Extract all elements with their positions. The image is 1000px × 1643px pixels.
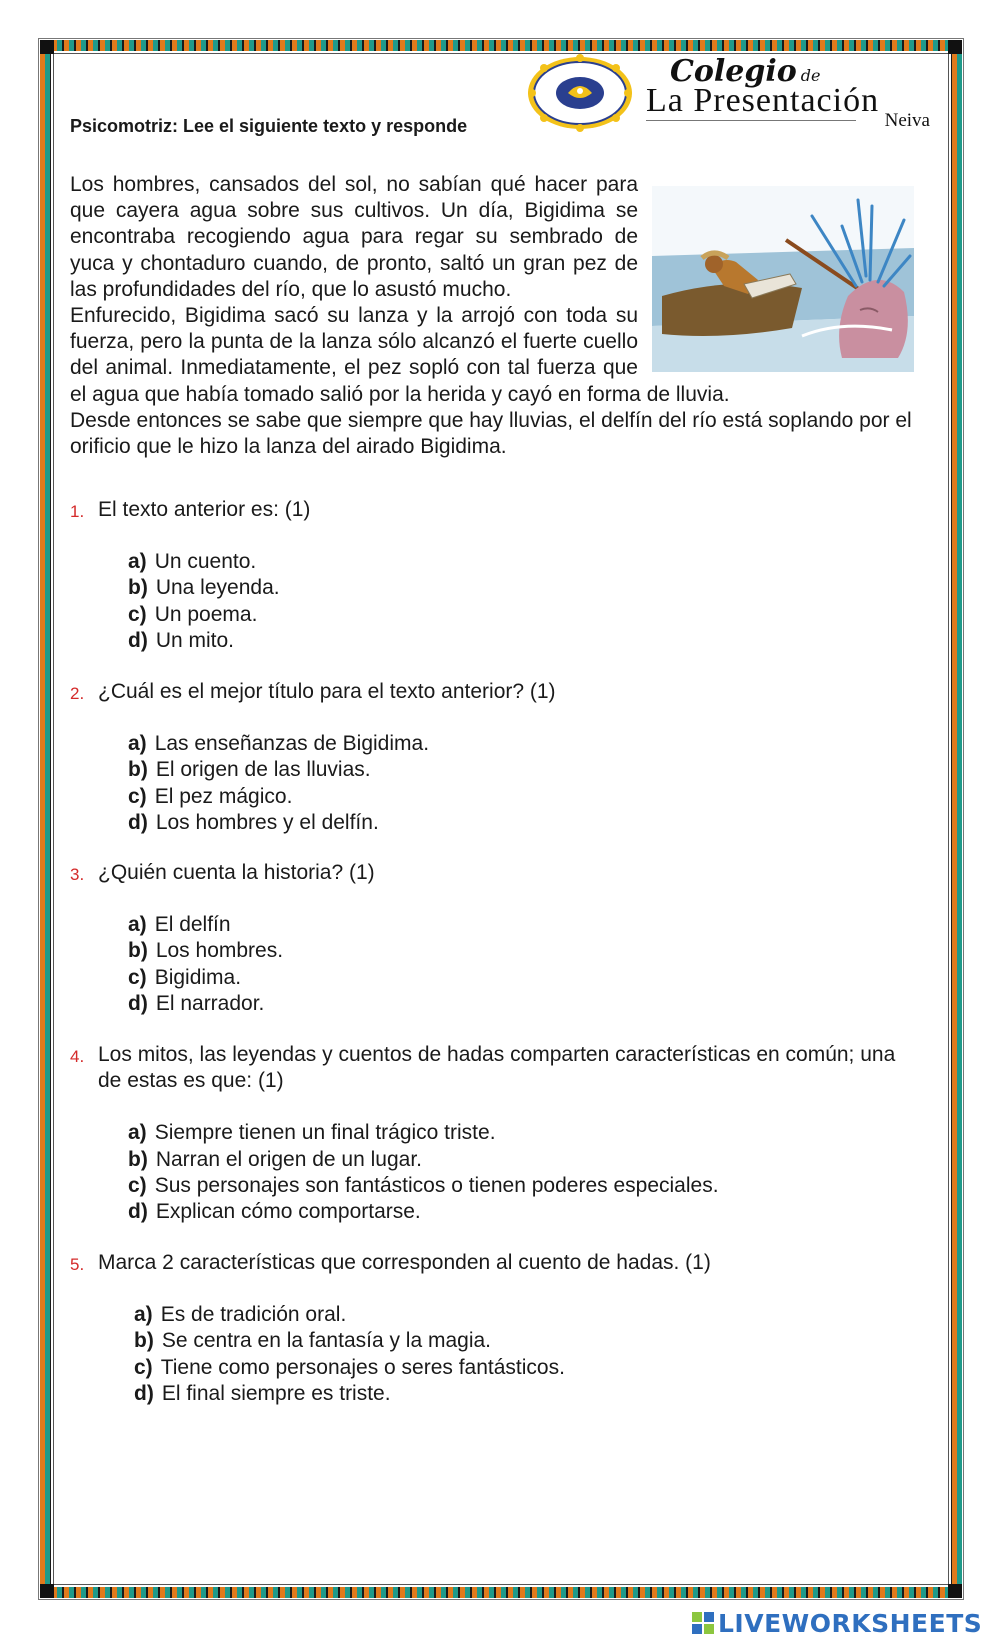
- answer-option[interactable]: a) Siempre tienen un final trágico triste.: [128, 1121, 496, 1145]
- answer-options: [128, 731, 920, 836]
- liveworksheets-wordmark: LIVEWORKSHEETS: [718, 1608, 983, 1638]
- answer-option[interactable]: c) Sus personajes son fantásticos o tienen poderes especiales.: [128, 1173, 719, 1197]
- school-brand: [646, 54, 934, 130]
- answer-option[interactable]: b) Narran el origen de un lugar.: [128, 1147, 422, 1171]
- question-5: [70, 1250, 920, 1407]
- answer-option[interactable]: d) Explican cómo comportarse.: [128, 1200, 421, 1224]
- brand-name: La Presentación: [646, 82, 880, 119]
- question-4: [70, 1042, 920, 1225]
- question-prompt: [70, 1250, 920, 1276]
- question-3: [70, 860, 920, 1017]
- dolphin-legend-illustration: [652, 186, 914, 372]
- story-paragraph-3: Desde entonces se sabe que siempre que hay lluvias, el delfín del río está soplando por el orificio que le hizo la lanza del airado Bigidima.: [70, 408, 912, 459]
- question-number: 4.: [70, 1047, 85, 1066]
- answer-options: [128, 1120, 920, 1225]
- story-paragraph-2: Enfurecido, Bigidima sacó su lanza y la arrojó con toda su fuerza, pero la punta de la lanza sólo alcanzó el fuerte cuello del animal. Inmediatamente, el pez sopló con tal fuerza que el agua que había tomado salió por la herida y cayó en forma de lluvia.: [70, 304, 730, 406]
- answer-option[interactable]: b) Los hombres.: [128, 939, 284, 963]
- answer-option[interactable]: b) Se centra en la fantasía y la magia.: [134, 1329, 492, 1353]
- question-number: 1.: [70, 502, 85, 521]
- border-corner: [40, 40, 54, 54]
- answer-option[interactable]: a) Las enseñanzas de Bigidima.: [128, 732, 430, 756]
- question-number: 3.: [70, 865, 85, 884]
- question-number: 2.: [70, 684, 85, 703]
- question-1: [70, 497, 920, 654]
- answer-option[interactable]: c) Bigidima.: [128, 965, 242, 989]
- liveworksheets-logo[interactable]: [692, 1608, 982, 1638]
- question-prompt: [70, 497, 920, 523]
- answer-options: [128, 549, 920, 654]
- answer-option[interactable]: a) Es de tradición oral.: [134, 1303, 347, 1327]
- question-text: Marca 2 características que corresponden al cuento de hadas. (1): [98, 1251, 711, 1274]
- answer-option[interactable]: d) Un mito.: [128, 628, 235, 652]
- story-text: [70, 172, 914, 460]
- school-seal-logo: [524, 54, 636, 132]
- question-2: [70, 679, 920, 836]
- answer-option[interactable]: b) Una leyenda.: [128, 576, 280, 600]
- answer-option[interactable]: b) El origen de las lluvias.: [128, 758, 371, 782]
- brand-city: Neiva: [884, 110, 930, 131]
- worksheet-subtitle: Psicomotriz: Lee el siguiente texto y responde: [70, 116, 468, 136]
- question-prompt: [70, 679, 920, 705]
- liveworksheets-mark-icon: [692, 1612, 714, 1634]
- answer-option[interactable]: c) Tiene como personajes o seres fantásticos.: [134, 1355, 565, 1379]
- brand-divider: [646, 120, 856, 121]
- question-text: El texto anterior es: (1): [98, 498, 311, 521]
- question-text: ¿Cuál es el mejor título para el texto anterior? (1): [98, 680, 556, 703]
- question-number: 5.: [70, 1255, 85, 1274]
- question-text: ¿Quién cuenta la historia? (1): [98, 861, 375, 884]
- answer-option[interactable]: d) El narrador.: [128, 991, 265, 1015]
- answer-option[interactable]: a) El delfín: [128, 913, 231, 937]
- answer-option[interactable]: d) El final siempre es triste.: [134, 1381, 391, 1405]
- answer-option[interactable]: c) El pez mágico.: [128, 784, 293, 808]
- answer-option[interactable]: d) Los hombres y el delfín.: [128, 810, 379, 834]
- border-corner: [948, 40, 962, 54]
- story-paragraph-1: Los hombres, cansados del sol, no sabían qué hacer para que cayera agua sobre sus cultivos. Un día, Bigidima se encontraba recogiendo agua para regar su sembrado de yuca y chontaduro cuando, de pronto, saltó un gran pez de las profundidades del río, que lo asustó mucho.: [70, 173, 638, 301]
- answer-option[interactable]: a) Un cuento.: [128, 550, 257, 574]
- border-corner: [40, 1584, 54, 1598]
- border-corner: [948, 1584, 962, 1598]
- answer-option[interactable]: c) Un poema.: [128, 602, 258, 626]
- answer-options: [134, 1302, 920, 1407]
- question-prompt: [70, 1042, 920, 1094]
- brand-script-line: Colegio de: [670, 54, 821, 89]
- question-text: Los mitos, las leyendas y cuentos de hadas comparten características en común; una de estas es que: (1): [98, 1043, 896, 1093]
- answer-options: [128, 912, 920, 1017]
- question-prompt: [70, 860, 920, 886]
